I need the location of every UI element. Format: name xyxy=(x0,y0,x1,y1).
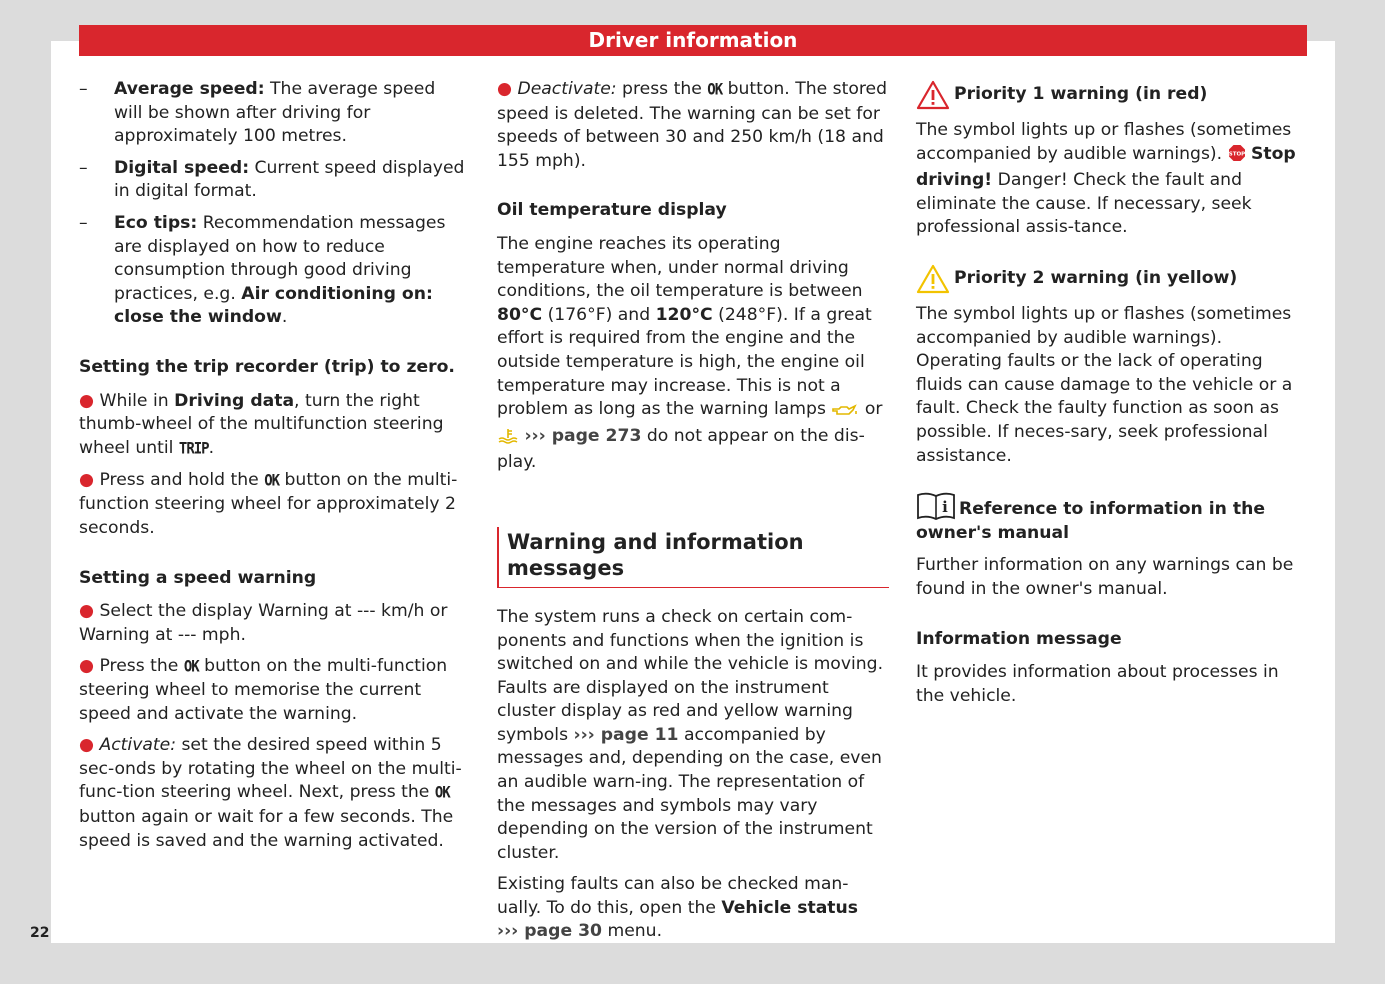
svg-text:i: i xyxy=(942,498,948,517)
deactivate-step: ● Deactivate: press the OK button. The stored speed is deleted. The warning can be set for speeds of between 30 and 250 km/h (18 and 155 mph). xyxy=(497,79,888,171)
warn-paragraph-2: Existing faults can also be checked man-ually. To do this, open the Vehicle status ››› page 30 menu. xyxy=(497,873,858,942)
oil-heading: Oil temperature display xyxy=(497,200,727,221)
header-title: Driver information xyxy=(79,25,1307,56)
priority-2-text: The symbol lights up or flashes (sometimes accompanied by audible warnings). Operating faults or the lack of operating fluids can cause damage to the vehicle or a fault. Check the faulty function as soon as possible. If neces-sary, seek professional assistance. xyxy=(916,303,1293,466)
speed-heading: Setting a speed warning xyxy=(79,567,317,588)
bullet-dot: ● xyxy=(79,735,94,756)
oil-can-icon xyxy=(831,401,859,425)
bullet-dot: ● xyxy=(79,469,94,490)
column-2 xyxy=(497,78,889,951)
warning-triangle-yellow-icon xyxy=(916,264,950,294)
stop-sign-icon xyxy=(1228,144,1246,170)
speed-step-1: ● Select the display Warning at --- km/h or Warning at --- mph. xyxy=(79,601,448,645)
reference-heading: i Reference to information in the owner's manual xyxy=(916,492,1308,545)
list-item: – Average speed: The average speed will be shown after driving for approximately 100 metres. xyxy=(79,79,436,147)
reference-text: Further information on any warnings can be found in the owner's manual. xyxy=(916,555,1294,599)
book-info-icon xyxy=(916,492,956,520)
section-title: Warning and information messages xyxy=(497,527,889,588)
speed-step-3: ● Activate: set the desired speed within 5 sec-onds by rotating the wheel on the multi-func-tion steering wheel. Next, press the OK button again or wait for a few seconds. The speed is saved and the warning activated. xyxy=(79,735,462,851)
list-item: – Digital speed: Current speed displayed in digital format. xyxy=(79,157,465,202)
column-1 xyxy=(79,78,467,861)
page-link[interactable]: ››› page 30 xyxy=(497,921,602,942)
trip-heading: Setting the trip recorder (trip) to zero. xyxy=(79,356,455,377)
trip-step-1: ● While in Driving data, turn the right thumb-wheel of the multifunction steering wheel until TRIP. xyxy=(79,390,467,462)
priority-1-heading: Priority 1 warning (in red) xyxy=(916,80,1308,110)
warn-paragraph-1: The system runs a check on certain com-ponents and functions when the ignition is switched on and while the vehicle is moving. Faults are displayed on the instrument cluster display as red and yellow warning symbols ››› page 11 accompanied by messages and, depending on the case, even an audible warn-ing. The representation of the messages and symbols may vary depending on the version of the instrument cluster. xyxy=(497,606,884,863)
info-text: It provides information about processes in the vehicle. xyxy=(916,662,1279,706)
ok-glyph: OK xyxy=(264,471,280,490)
ok-glyph: OK xyxy=(183,657,199,676)
priority-1-text: The symbol lights up or flashes (sometimes accompanied by audible warnings). STOP Stop driving! Danger! Check the fault and eliminate the cause. If necessary, seek professional assis-tance. xyxy=(916,120,1296,238)
ok-glyph: OK xyxy=(707,80,723,100)
trip-glyph: TRIP xyxy=(178,439,209,458)
list-item: – Eco tips: Recommendation messages are displayed on how to reduce consumption through good driving practices, e.g. Air conditioning on: close the window. xyxy=(79,212,446,328)
page-link[interactable]: ››› page 273 xyxy=(524,425,642,446)
bullet-dot: ● xyxy=(79,601,94,622)
page-number: 22 xyxy=(30,925,50,941)
priority-2-heading: Priority 2 warning (in yellow) xyxy=(916,264,1308,294)
bullet-dot: ● xyxy=(79,655,94,676)
page-link[interactable]: ››› page 11 xyxy=(573,724,679,745)
speed-step-2: ● Press the OK button on the multi-function steering wheel to memorise the current speed and activate the warning. xyxy=(79,655,448,725)
bullet-dot: ● xyxy=(497,79,512,99)
svg-text:STOP: STOP xyxy=(1228,151,1245,158)
warning-triangle-red-icon xyxy=(916,80,950,110)
oil-paragraph: The engine reaches its operating temperature when, under normal driving conditions, the oil temperature is between 80°C (176°F) and 120°C (248°F). If a great effort is required from the engine and the outside temperature is high, the engine oil temperature may increase. This is not a problem as long as the warning lamps or ››› page 273 do not appear on the dis-play. xyxy=(497,233,883,473)
ok-glyph: OK xyxy=(434,784,450,803)
bullet-dot: ● xyxy=(79,390,94,411)
column-3 xyxy=(916,78,1308,716)
coolant-temperature-icon xyxy=(497,428,519,452)
trip-step-2: ● Press and hold the OK button on the multi-function steering wheel for approximately 2 seconds. xyxy=(79,469,458,538)
info-heading: Information message xyxy=(916,628,1122,649)
